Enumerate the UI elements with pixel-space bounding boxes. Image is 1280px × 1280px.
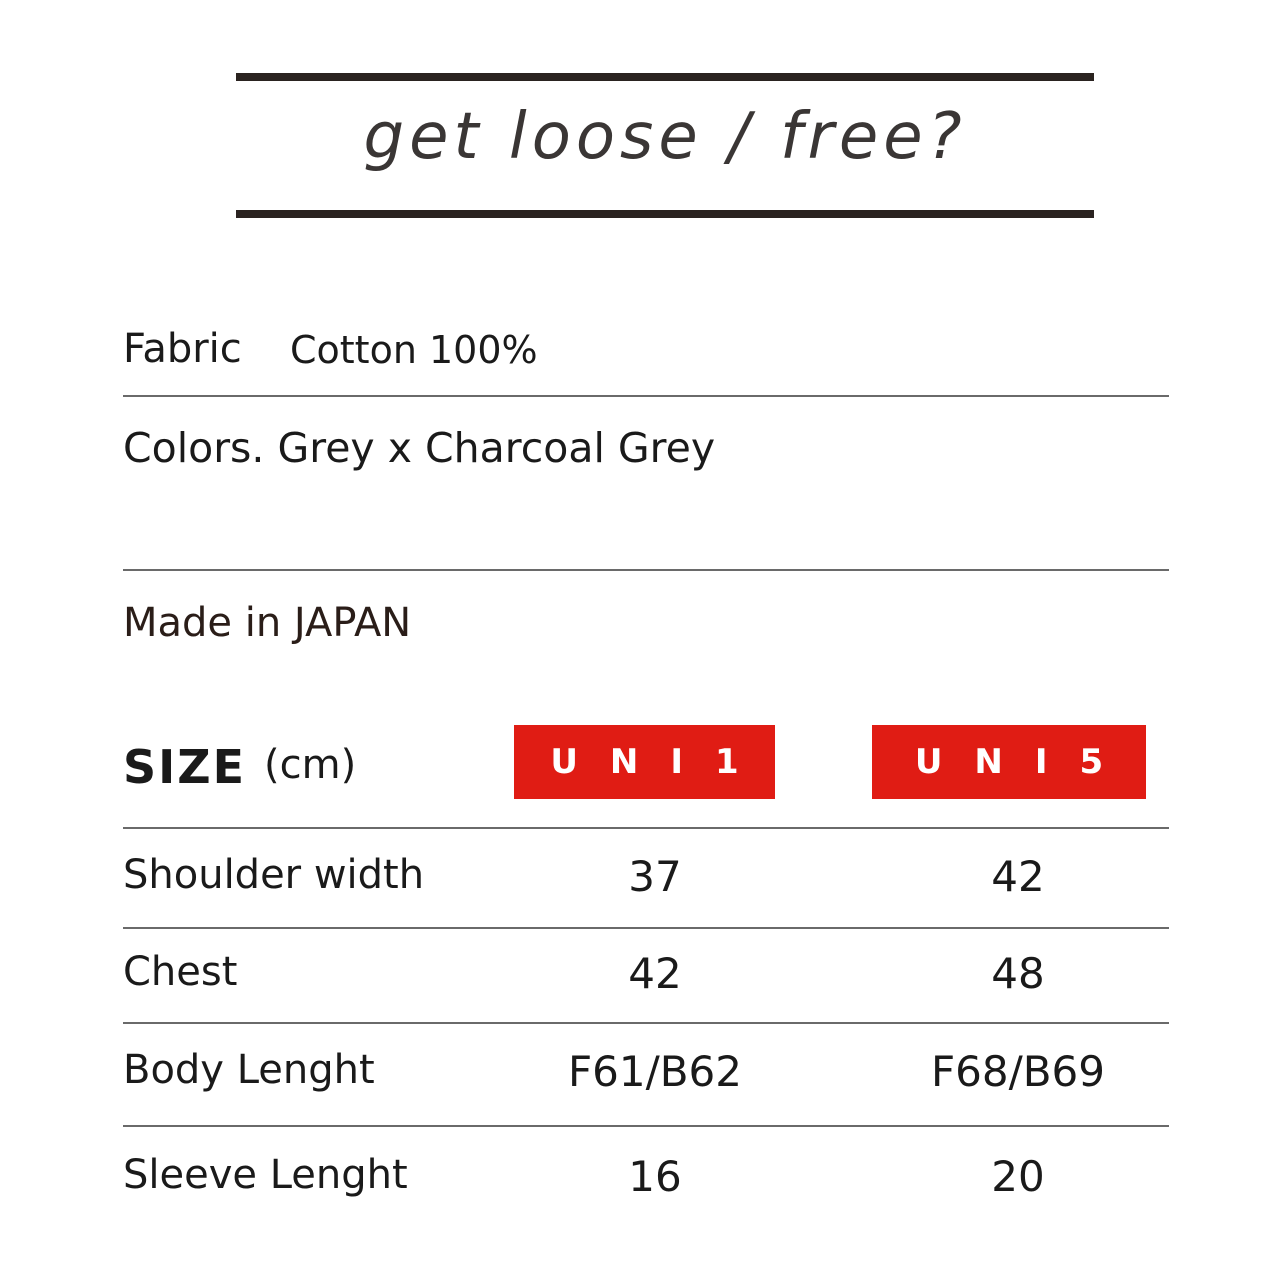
fabric-label: Fabric bbox=[123, 326, 242, 372]
size-badge-uni1: UNI1 bbox=[514, 725, 775, 799]
divider bbox=[123, 569, 1169, 571]
cell-chest-uni1: 42 bbox=[628, 949, 682, 998]
cell-body-length-uni1: F61/B62 bbox=[567, 1047, 742, 1096]
table-divider bbox=[123, 1125, 1169, 1127]
row-label-sleeve-length: Sleeve Lenght bbox=[123, 1152, 408, 1198]
cell-shoulder-width-uni1: 37 bbox=[628, 852, 682, 901]
table-divider bbox=[123, 927, 1169, 929]
size-heading: SIZE bbox=[123, 740, 247, 794]
row-label-shoulder-width: Shoulder width bbox=[123, 852, 425, 898]
row-label-body-length: Body Lenght bbox=[123, 1047, 375, 1093]
row-label-chest: Chest bbox=[123, 949, 238, 995]
fabric-value: Cotton 100% bbox=[290, 328, 538, 372]
title-bottom-rule bbox=[236, 210, 1094, 218]
divider bbox=[123, 395, 1169, 397]
cell-body-length-uni5: F68/B69 bbox=[930, 1047, 1105, 1096]
table-divider bbox=[123, 1022, 1169, 1024]
size-unit: (cm) bbox=[264, 742, 357, 788]
cell-shoulder-width-uni5: 42 bbox=[991, 852, 1045, 901]
title-top-rule bbox=[236, 73, 1094, 81]
made-in-text: Made in JAPAN bbox=[123, 600, 412, 646]
cell-chest-uni5: 48 bbox=[991, 949, 1045, 998]
cell-sleeve-length-uni5: 20 bbox=[991, 1152, 1045, 1201]
cell-sleeve-length-uni1: 16 bbox=[628, 1152, 682, 1201]
size-badge-uni5: UNI5 bbox=[872, 725, 1146, 799]
table-divider bbox=[123, 827, 1169, 829]
page-title: get loose / free? bbox=[363, 100, 967, 174]
colors-text: Colors. Grey x Charcoal Grey bbox=[123, 424, 716, 472]
